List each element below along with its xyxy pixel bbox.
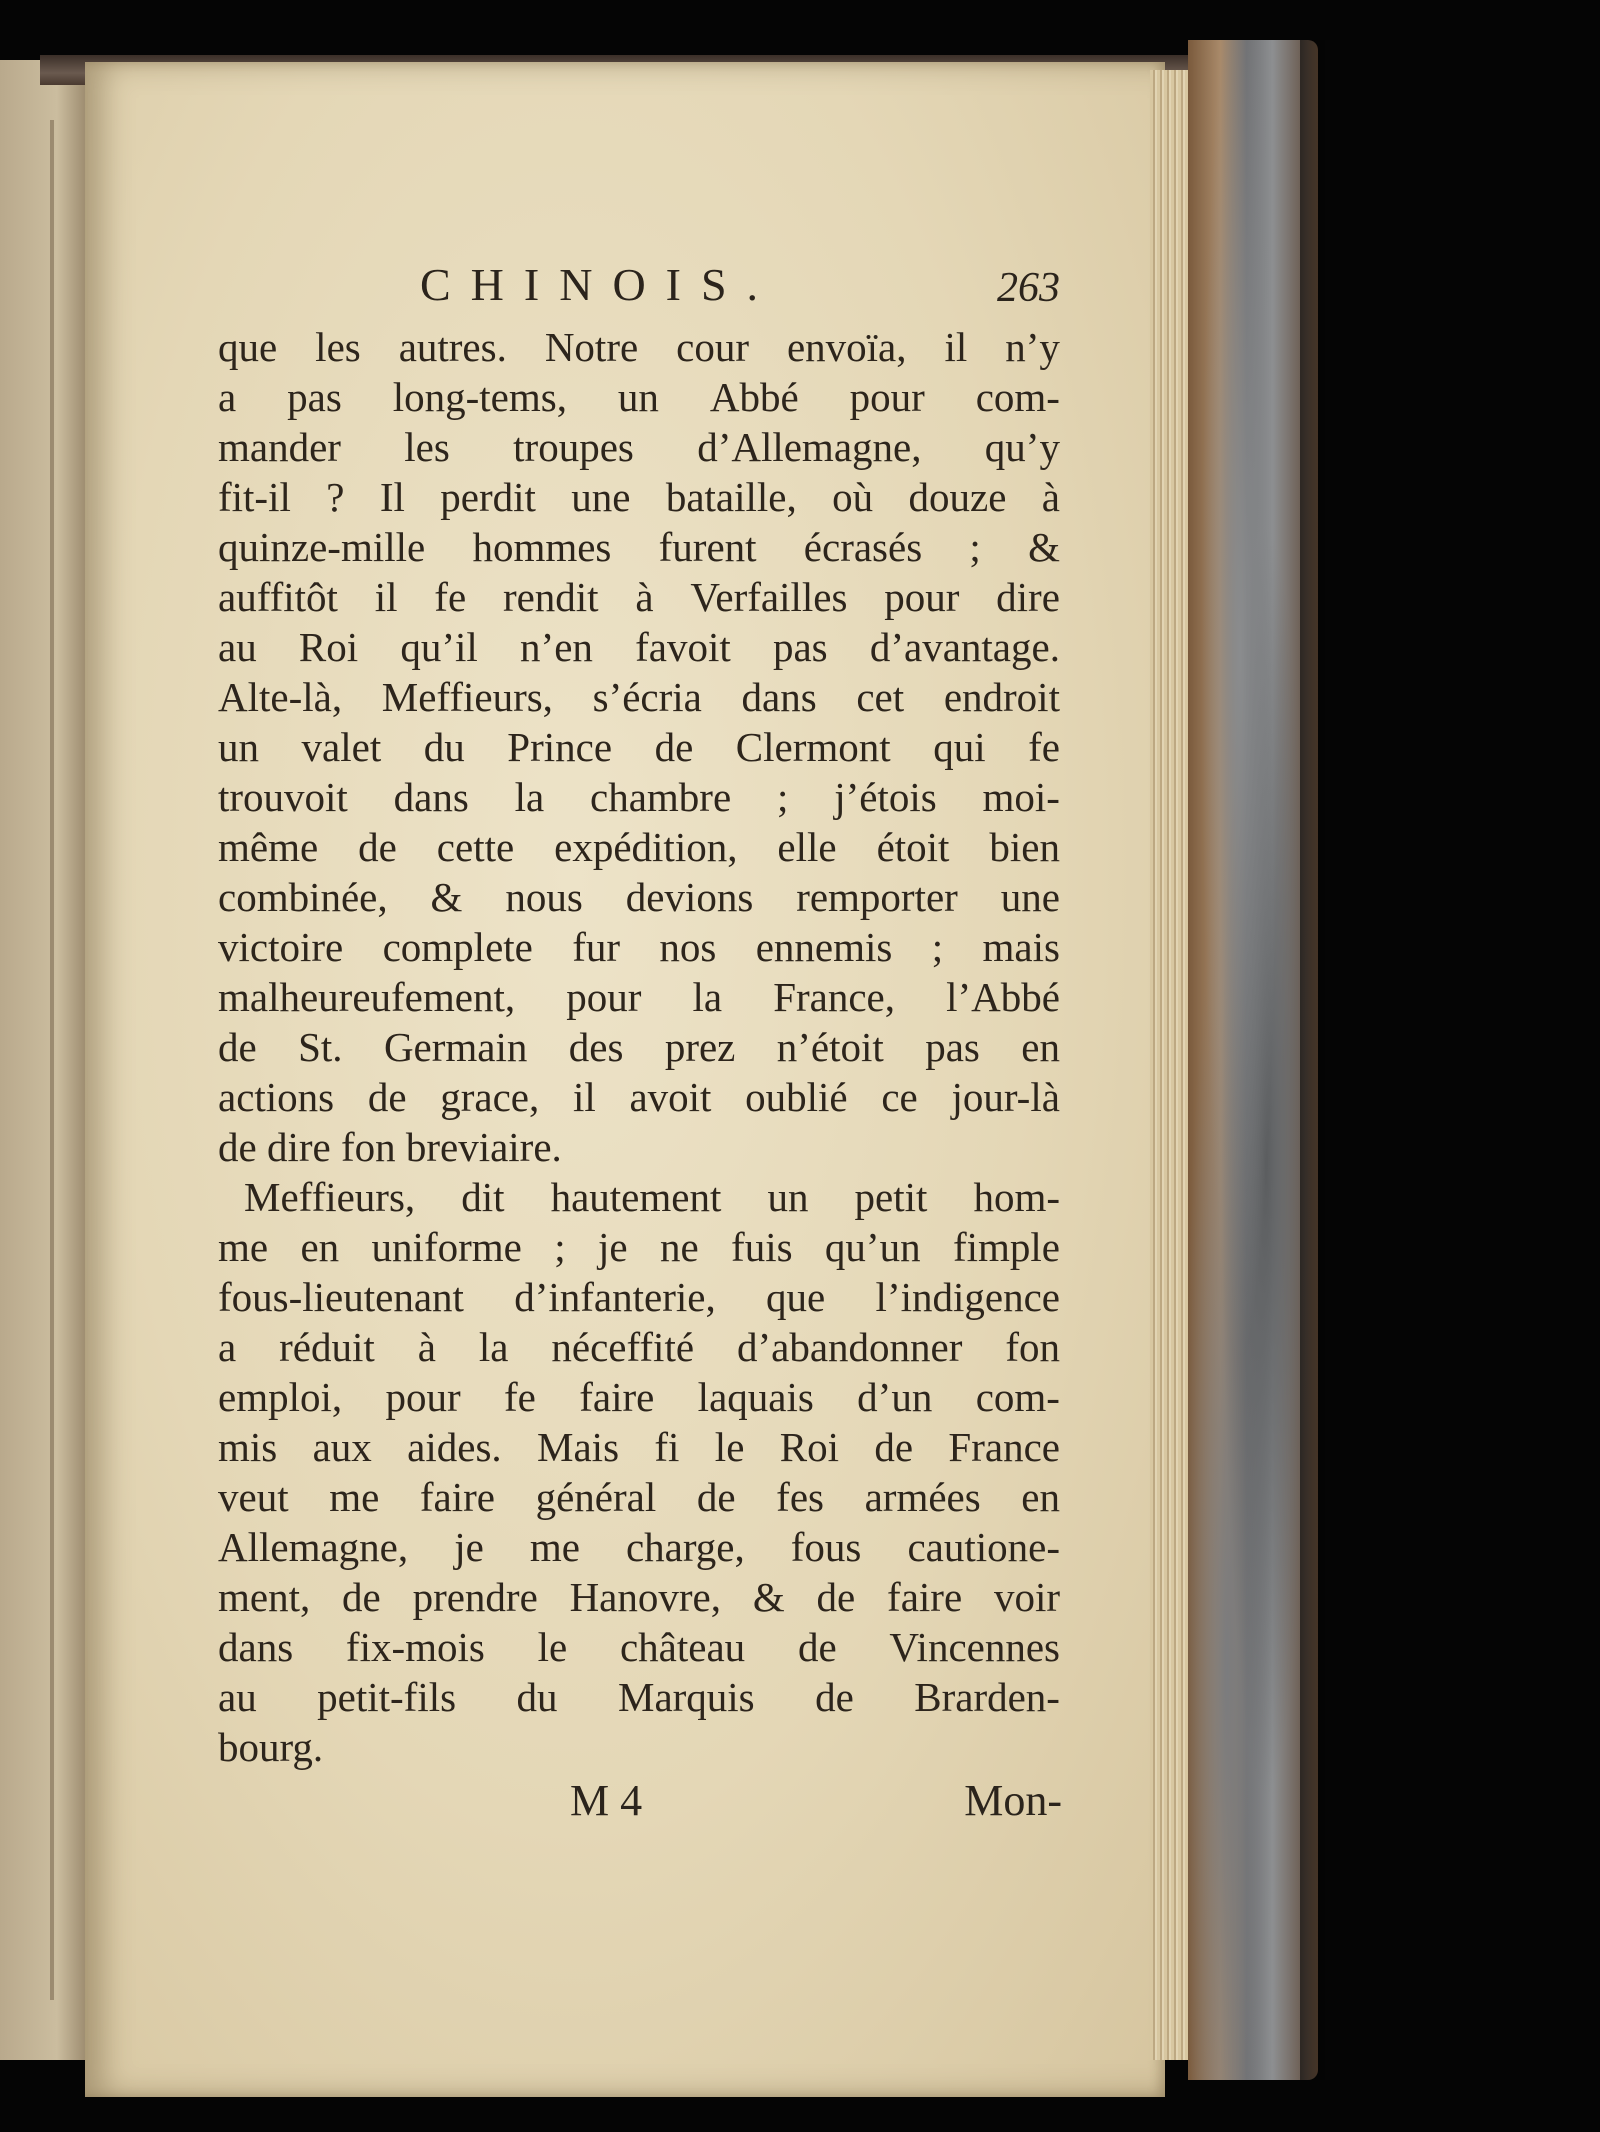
text-line: mis aux aides. Mais fi le Roi de France xyxy=(218,1424,1060,1470)
text-line: malheureufement, pour la France, l’Abbé xyxy=(218,974,1060,1020)
text-line: auffitôt il fe rendit à Verfailles pour dire xyxy=(218,574,1060,620)
page-number: 263 xyxy=(997,265,1060,311)
text-line: fit-il ? Il perdit une bataille, où douze à xyxy=(218,474,1060,520)
text-line: actions de grace, il avoit oublié ce jour-là xyxy=(218,1074,1060,1120)
text-line: dans fix-mois le château de Vincennes xyxy=(218,1624,1060,1670)
text-line: bourg. xyxy=(218,1724,324,1770)
text-line: me en uniforme ; je ne fuis qu’un fimple xyxy=(218,1224,1060,1270)
text-line: emploi, pour fe faire laquais d’un com- xyxy=(218,1374,1060,1420)
binding-shadow xyxy=(1300,40,1330,2080)
catchword: Mon- xyxy=(964,1776,1062,1825)
running-title: CHINOIS. xyxy=(420,259,779,310)
text-line: ment, de prendre Hanovre, & de faire voir xyxy=(218,1574,1060,1620)
body-text xyxy=(218,322,1060,1772)
text-line: a réduit à la néceffité d’abandonner fon xyxy=(218,1324,1060,1370)
text-line: Allemagne, je me charge, fous cautione- xyxy=(218,1524,1060,1570)
text-line: Meffieurs, dit hautement un petit hom- xyxy=(244,1174,1060,1220)
page-fore-edge xyxy=(1150,70,1190,2060)
text-line: de St. Germain des prez n’étoit pas en xyxy=(218,1024,1060,1070)
text-line: Alte-là, Meffieurs, s’écria dans cet endroit xyxy=(218,674,1060,720)
marbled-binding xyxy=(1188,40,1318,2080)
text-line: quinze-mille hommes furent écrasés ; & xyxy=(218,524,1060,570)
text-line: fous-lieutenant d’infanterie, que l’indigence xyxy=(218,1274,1060,1320)
page-header xyxy=(420,258,1060,328)
text-line: a pas long-tems, un Abbé pour com- xyxy=(218,374,1060,420)
facing-page-edge xyxy=(0,60,95,2060)
text-line: au Roi qu’il n’en favoit pas d’avantage. xyxy=(218,624,1060,670)
page-footer xyxy=(570,1775,1062,1835)
text-line: mander les troupes d’Allemagne, qu’y xyxy=(218,424,1060,470)
text-line: victoire complete fur nos ennemis ; mais xyxy=(218,924,1060,970)
text-line: de dire fon breviaire. xyxy=(218,1124,562,1170)
text-line: combinée, & nous devions remporter une xyxy=(218,874,1060,920)
text-line: veut me faire général de fes armées en xyxy=(218,1474,1060,1520)
facing-page-fold xyxy=(50,120,54,2000)
text-line: au petit-fils du Marquis de Brarden- xyxy=(218,1674,1060,1720)
text-line: que les autres. Notre cour envoïa, il n’y xyxy=(218,324,1060,370)
text-line: un valet du Prince de Clermont qui fe xyxy=(218,724,1060,770)
text-line: trouvoit dans la chambre ; j’étois moi- xyxy=(218,774,1060,820)
text-line: même de cette expédition, elle étoit bien xyxy=(218,824,1060,870)
signature-mark: M 4 xyxy=(570,1776,643,1825)
